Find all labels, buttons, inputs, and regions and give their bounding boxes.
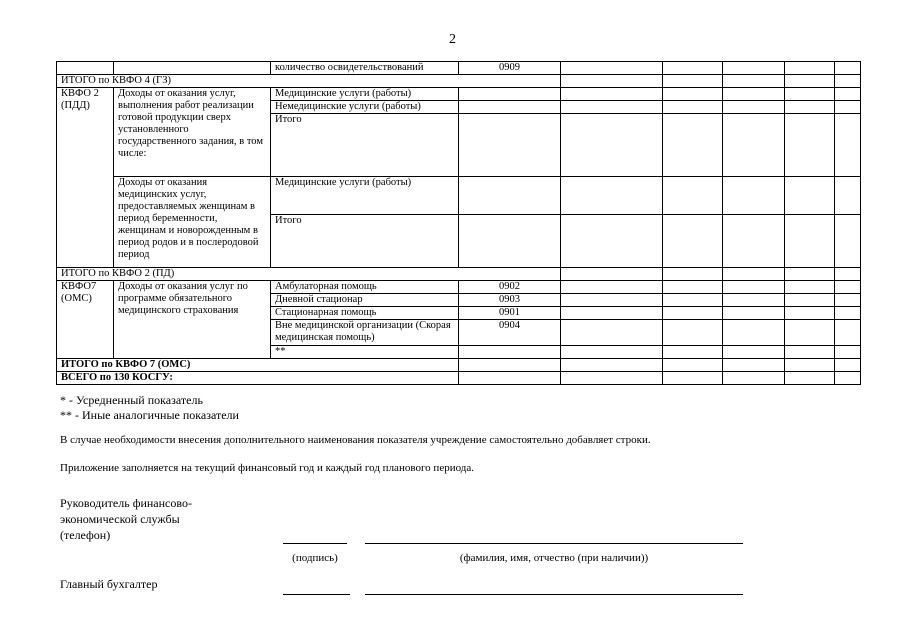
footnote-double-asterisk: ** - Иные аналогичные показатели bbox=[60, 408, 239, 422]
code-cell bbox=[459, 346, 561, 359]
page-number: 2 bbox=[449, 32, 456, 47]
indicator-cell: Вне медицинской организации (Скорая медицинская помощь) bbox=[271, 320, 459, 346]
table-row bbox=[57, 88, 861, 101]
kvfo2-group2-description: Доходы от оказания медицинских услуг, предоставляемых женщинам в период беременности, женщинам и новорожденным в период родов и в послеродовой период bbox=[114, 177, 271, 268]
indicator-cell: ** bbox=[271, 346, 459, 359]
indicator-cell: количество освидетельствований bbox=[271, 62, 459, 75]
name-caption: (фамилия, имя, отчество (при наличии)) bbox=[459, 552, 649, 564]
subtotal-kvfo4-label: ИТОГО по КВФО 4 (ГЗ) bbox=[57, 75, 561, 88]
indicator-cell: Стационарная помощь bbox=[271, 307, 459, 320]
code-cell: 0903 bbox=[459, 294, 561, 307]
head-financial-service-label: Руководитель финансово- экономической службы (телефон) bbox=[60, 496, 192, 542]
subtotal-kvfo7-label: ИТОГО по КВФО 7 (ОМС) bbox=[57, 359, 459, 372]
indicator-cell: Итого bbox=[271, 215, 459, 268]
footnote-asterisk: * - Усредненный показатель bbox=[60, 393, 203, 407]
code-cell: 0901 bbox=[459, 307, 561, 320]
kvfo7-description: Доходы от оказания услуг по программе обязательного медицинского страхования bbox=[114, 281, 271, 359]
total-row bbox=[57, 372, 861, 385]
revenue-table bbox=[56, 61, 861, 385]
total-label: ВСЕГО по 130 КОСГУ: bbox=[57, 372, 459, 385]
kvfo2-group1-description: Доходы от оказания услуг, выполнения работ реализации готовой продукции сверх установленного государственного задания, в том числе: bbox=[114, 88, 271, 177]
subtotal-kvfo2-label: ИТОГО по КВФО 2 (ПД) bbox=[57, 268, 561, 281]
code-cell: 0909 bbox=[459, 62, 561, 75]
indicator-cell: Амбулаторная помощь bbox=[271, 281, 459, 294]
table-row bbox=[57, 281, 861, 294]
signature-caption: (подпись) bbox=[292, 552, 338, 564]
accountant-name-line bbox=[365, 594, 743, 595]
table-row bbox=[57, 62, 861, 75]
kvfo7-label: КВФО7 (ОМС) bbox=[57, 281, 114, 359]
signature-line bbox=[283, 543, 347, 544]
indicator-cell: Медицинские услуги (работы) bbox=[271, 177, 459, 215]
subtotal-row bbox=[57, 75, 861, 88]
accountant-signature-line bbox=[283, 594, 350, 595]
table-row bbox=[57, 177, 861, 215]
note-additional-rows: В случае необходимости внесения дополнительного наименования показателя учреждение самостоятельно добавляет строки. bbox=[60, 434, 651, 446]
chief-accountant-label: Главный бухгалтер bbox=[60, 577, 158, 591]
subtotal-row bbox=[57, 359, 861, 372]
indicator-cell: Дневной стационар bbox=[271, 294, 459, 307]
code-cell: 0902 bbox=[459, 281, 561, 294]
note-fill-period: Приложение заполняется на текущий финансовый год и каждый год планового периода. bbox=[60, 462, 475, 474]
indicator-cell: Немедицинские услуги (работы) bbox=[271, 101, 459, 114]
code-cell: 0904 bbox=[459, 320, 561, 346]
kvfo2-label: КВФО 2 (ПДД) bbox=[57, 88, 114, 268]
indicator-cell: Медицинские услуги (работы) bbox=[271, 88, 459, 101]
indicator-cell: Итого bbox=[271, 114, 459, 177]
name-line bbox=[365, 543, 743, 544]
subtotal-row bbox=[57, 268, 861, 281]
